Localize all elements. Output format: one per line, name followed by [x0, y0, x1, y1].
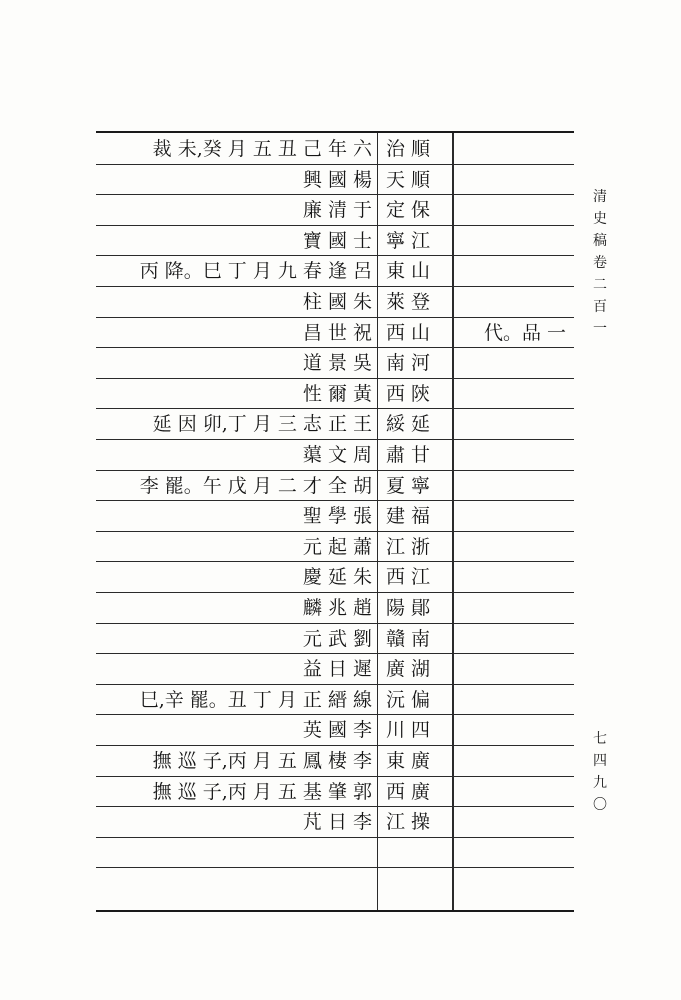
region-cell: 陽 鄖 [386, 597, 431, 619]
region-cell: 西 山 [386, 322, 431, 344]
entry-text: 性 爾 黃 [302, 383, 372, 405]
row-divider [96, 286, 574, 287]
region-cell: 廣 湖 [386, 658, 431, 680]
row-divider [96, 653, 574, 654]
entry-text: 興 國 楊 [302, 169, 372, 191]
region-cell: 沅 偏 [386, 689, 431, 711]
region-cell: 西 陝 [386, 383, 431, 405]
row-divider [96, 347, 574, 348]
row-divider [96, 255, 574, 256]
entry-text: 廉 清 于 [302, 199, 372, 221]
entry-text: 元 武 劉 [302, 628, 372, 650]
region-cell: 治 順 [386, 138, 431, 160]
rank-note: 代。品 一 [484, 322, 567, 344]
entry-text: 柱 國 朱 [302, 291, 372, 313]
region-column-rule [452, 133, 454, 910]
entry-text: 道 景 吳 [302, 352, 372, 374]
row-divider [96, 684, 574, 685]
row-divider [96, 408, 574, 409]
entry-text: 裁 未,癸 月 五 丑 己 年 六 [152, 138, 372, 160]
entry-text: 益 日 遲 [302, 658, 372, 680]
region-cell: 綏 延 [386, 413, 431, 435]
row-divider [96, 714, 574, 715]
entry-text: 延 因 卯,丁 月 三 志 正 王 [152, 413, 372, 435]
row-divider [96, 592, 574, 593]
row-divider [96, 776, 574, 777]
region-cell: 寧 江 [386, 230, 431, 252]
row-divider [96, 745, 574, 746]
region-cell: 肅 甘 [386, 444, 431, 466]
region-cell: 天 順 [386, 169, 431, 191]
entry-text: 寶 國 士 [302, 230, 372, 252]
region-cell: 南 河 [386, 352, 431, 374]
row-divider [96, 317, 574, 318]
entry-text: 元 起 蕭 [302, 536, 372, 558]
entry-text: 麟 兆 趙 [302, 597, 372, 619]
region-cell: 西 江 [386, 566, 431, 588]
row-divider [96, 623, 574, 624]
row-divider [96, 164, 574, 165]
entry-text: 巳,辛 罷。丑 丁 月 正 縉 線 [139, 689, 372, 711]
region-cell: 川 四 [386, 719, 431, 741]
entry-text: 慶 延 朱 [302, 566, 372, 588]
row-divider [96, 439, 574, 440]
table-top-rule [96, 131, 574, 133]
row-divider [96, 837, 574, 838]
row-divider [96, 867, 574, 868]
entry-text: 聖 學 張 [302, 505, 372, 527]
row-divider [96, 500, 574, 501]
name-column-rule [377, 133, 378, 910]
entry-text: 蕖 文 周 [302, 444, 372, 466]
entry-text: 撫 巡 子,丙 月 五 鳳 棲 李 [152, 750, 372, 772]
entry-text: 昌 世 祝 [302, 322, 372, 344]
region-cell: 夏 寧 [386, 475, 431, 497]
side-title: 清史稿卷二百一 [593, 189, 607, 337]
row-divider [96, 806, 574, 807]
entry-text: 英 國 李 [302, 719, 372, 741]
row-divider [96, 470, 574, 471]
region-cell: 江 操 [386, 811, 431, 833]
row-divider [96, 225, 574, 226]
page-number: 七四九〇 [593, 731, 607, 813]
row-divider [96, 194, 574, 195]
entry-text: 丙 降。巳 丁 月 九 春 逢 呂 [139, 260, 372, 282]
row-divider [96, 531, 574, 532]
region-cell: 建 福 [386, 505, 431, 527]
region-cell: 萊 登 [386, 291, 431, 313]
region-cell: 贛 南 [386, 628, 431, 650]
region-cell: 江 浙 [386, 536, 431, 558]
table-bottom-rule [96, 910, 574, 912]
entry-text: 芃 日 李 [302, 811, 372, 833]
row-divider [96, 561, 574, 562]
region-cell: 西 廣 [386, 781, 431, 803]
region-cell: 東 山 [386, 260, 431, 282]
entry-text: 李 罷。午 戊 月 二 才 全 胡 [139, 475, 372, 497]
row-divider [96, 378, 574, 379]
entry-text: 撫 巡 子,丙 月 五 基 肇 郭 [152, 781, 372, 803]
region-cell: 定 保 [386, 199, 431, 221]
region-cell: 東 廣 [386, 750, 431, 772]
